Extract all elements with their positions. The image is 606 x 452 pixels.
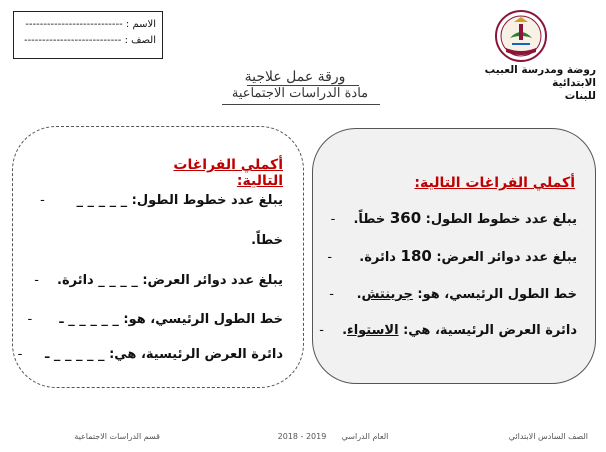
school-name-line1: روضة ومدرسة العبيب الابتدائية (484, 64, 596, 89)
footer-department: قسم الدراسات الاجتماعية (74, 432, 160, 441)
answer-line-1-value: 360 (389, 209, 422, 227)
answer-line-1 (330, 209, 577, 227)
name-blank[interactable]: --------------------------- (25, 19, 123, 30)
answer-line-2-value: 180 (400, 247, 432, 265)
exercise-line-1-dash: - (40, 193, 45, 208)
answer-line-2 (327, 247, 577, 265)
school-name-line2: للبنات (564, 90, 596, 102)
answer-line-3 (329, 287, 577, 302)
subject-title: مادة الدراسات الاجتماعية (231, 86, 369, 101)
exercise-line-3-dash: - (27, 312, 33, 327)
exercise-line-4-blank[interactable]: _ _ _ _ _ ـ (44, 347, 105, 362)
answer-line-4 (319, 323, 577, 338)
answer-line-1-unit: خطاً. (353, 212, 386, 227)
exercise-line-2-text: يبلغ عدد دوائر العرض: (142, 273, 283, 288)
answer-card (312, 128, 596, 384)
name-label: الاسم : (125, 19, 156, 30)
answer-line-3-dash: - (329, 287, 334, 302)
answer-line-1-text: يبلغ عدد خطوط الطول: (425, 212, 577, 227)
class-row (18, 33, 156, 49)
answer-line-4-end: . (342, 323, 348, 338)
footer-year-value: 2018 - 2019 (277, 432, 327, 441)
footer-grade: الصف السادس الابتدائي (508, 432, 588, 441)
exercise-line-4 (17, 347, 283, 362)
answer-line-4-answer: الاستواء (347, 323, 399, 338)
answer-line-3-answer: جرينتش (361, 287, 413, 302)
exercise-line-3 (27, 312, 283, 327)
exercise-line-3-blank[interactable]: _ _ _ _ _ ـ (59, 312, 119, 327)
class-blank[interactable]: --------------------------- (23, 35, 122, 46)
answer-line-3-end: . (356, 287, 362, 302)
answer-heading: أكملي الفراغات التالية: (414, 175, 575, 191)
exercise-line-2-unit: دائرة. (57, 273, 94, 288)
exercise-line-4-dash: - (17, 347, 23, 362)
worksheet-title: ورقة عمل علاجية (244, 69, 346, 85)
exercise-line-3-text: خط الطول الرئيسي، هو: (123, 312, 283, 327)
footer-year-label: العام الدراسي (341, 432, 389, 441)
exercise-line-2-blank[interactable]: _ _ _ _ (98, 273, 138, 288)
exercise-line-4-text: دائرة العرض الرئيسية، هي: (109, 347, 283, 362)
class-label: الصف : (124, 35, 156, 46)
exercise-line-2 (33, 273, 283, 288)
exercise-line-1-continuation: خطاً. (251, 233, 283, 248)
answer-line-1-dash: - (330, 212, 336, 227)
ministry-emblem-icon (492, 8, 550, 64)
subject-title-underline (222, 104, 380, 105)
name-row (18, 17, 156, 33)
exercise-heading: أكملي الفراغات التالية: (173, 157, 283, 189)
exercise-line-2-dash: - (34, 273, 39, 288)
answer-line-4-text: دائرة العرض الرئيسية، هي: (403, 323, 577, 338)
exercise-line-1 (33, 193, 283, 208)
answer-line-2-dash: - (327, 250, 333, 265)
answer-line-2-text: يبلغ عدد دوائر العرض: (436, 250, 577, 265)
student-info-box (13, 11, 163, 59)
footer-year (258, 432, 408, 441)
answer-line-2-unit: دائرة. (359, 250, 396, 265)
answer-line-4-dash: - (319, 323, 324, 338)
exercise-card (12, 126, 304, 388)
answer-line-3-text: خط الطول الرئيسي، هو: (417, 287, 577, 302)
school-name (446, 64, 596, 103)
exercise-line-1-blank[interactable]: _ _ _ _ _ (76, 193, 128, 208)
exercise-line-1-text: يبلغ عدد خطوط الطول: (131, 193, 283, 208)
